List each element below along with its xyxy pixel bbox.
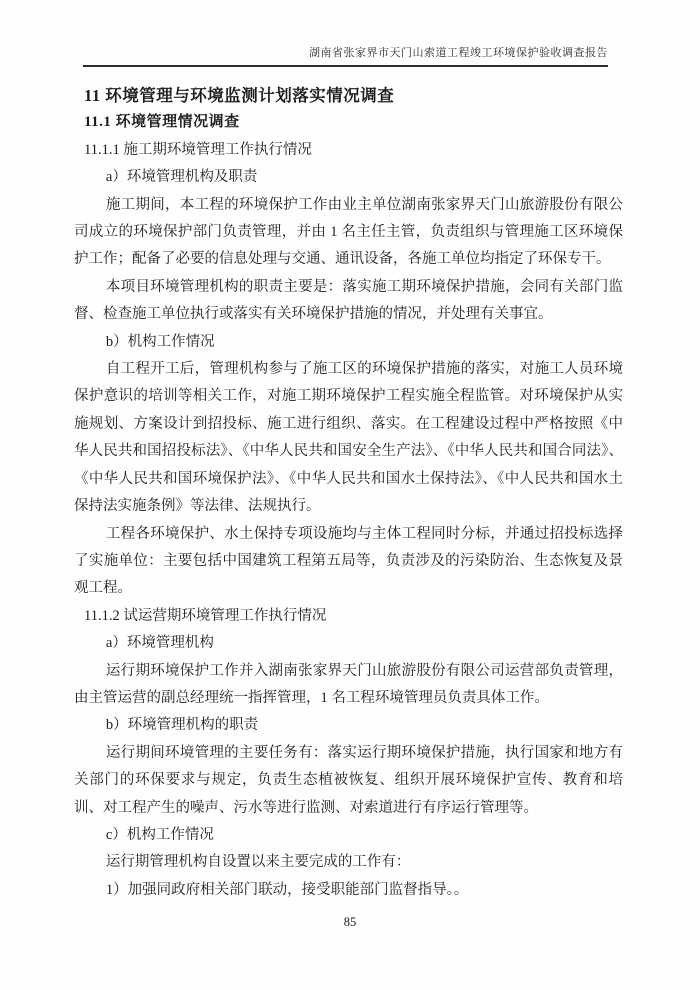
running-title: 湖南省张家界市天门山索道工程竣工环境保护验收调查报告 (309, 47, 608, 59)
item-label: b）环境管理机构的职责 (105, 717, 259, 734)
page-number: 85 (343, 915, 357, 929)
chapter-heading: 11 环境管理与环境监测计划落实情况调查 (84, 86, 395, 105)
page-footer (0, 915, 700, 930)
paragraph: 本项目环境管理机构的职责主要是：落实施工期环境保护措施，会同有关部门监督、检查施工单位执行或落实有关环境保护措施的情况，并处理有关事宜。 (74, 278, 623, 323)
page-header (83, 44, 608, 67)
paragraph: 工程各环境保护、水土保持专项设施均与主体工程同时分标，并通过招投标选择了实施单位：主要包括中国建筑工程第五局等，负责涉及的污染防治、生态恢复及景观工程。 (74, 525, 623, 597)
paragraph: 运行期环境保护工作并入湖南张家界天门山旅游股份有限公司运营部负责管理，由主管运营的副总经理统一指挥管理，1 名工程环境管理员负责具体工作。 (74, 662, 623, 706)
item-label: b）机构工作情况 (105, 333, 215, 350)
paragraph: 自工程开工后，管理机构参与了施工区的环境保护措施的落实，对施工人员环境保护意识的培训等相关工作，对施工期环境保护工程实施全程监管。对环境保护从实施规划、方案设计到招投标、施工进行组织、落实。在工程建设过程中严格按照《中华人民共和国招投标法》、《中华人民共和国安全生产法》、《中华人民共和国合同法》、《中华人民共和国环境保护法》、《中华人民共和国水土保持法》、《中人民共和国水土保持法实施条例》等法律、法规执行。 (74, 361, 623, 515)
section-heading: 11.1 环境管理情况调查 (84, 114, 240, 131)
document-body (74, 82, 623, 904)
item-label: a）环境管理机构 (105, 635, 214, 652)
paragraph: 运行期间环境管理的主要任务有：落实运行期环境保护措施，执行国家和地方有关部门的环保要求与规定，负责生态植被恢复、组织开展环境保护宣传、教育和培训、对工程产生的噪声、污水等进行监测、对索道进行有序运行管理等。 (74, 744, 623, 816)
item-label: 运行期管理机构自设置以来主要完成的工作有： (105, 854, 411, 871)
list-item: 1）加强同政府相关部门联动，接受职能部门监督指导。。 (105, 881, 469, 898)
subsection-heading: 11.1.1 施工期环境管理工作执行情况 (84, 141, 312, 158)
paragraph: 施工期间，本工程的环境保护工作由业主单位湖南张家界天门山旅游股份有限公司成立的环境保护部门负责管理，并由 1 名主任主管，负责组织与管理施工区环境保护工作；配备了必要的信息处理与交通、通讯设备，各施工单位均指定了环保专干。 (74, 196, 623, 268)
item-label: c）机构工作情况 (105, 826, 214, 843)
item-label: a）环境管理机构及职责 (105, 169, 258, 186)
subsection-heading: 11.1.2 试运营期环境管理工作执行情况 (84, 607, 327, 624)
